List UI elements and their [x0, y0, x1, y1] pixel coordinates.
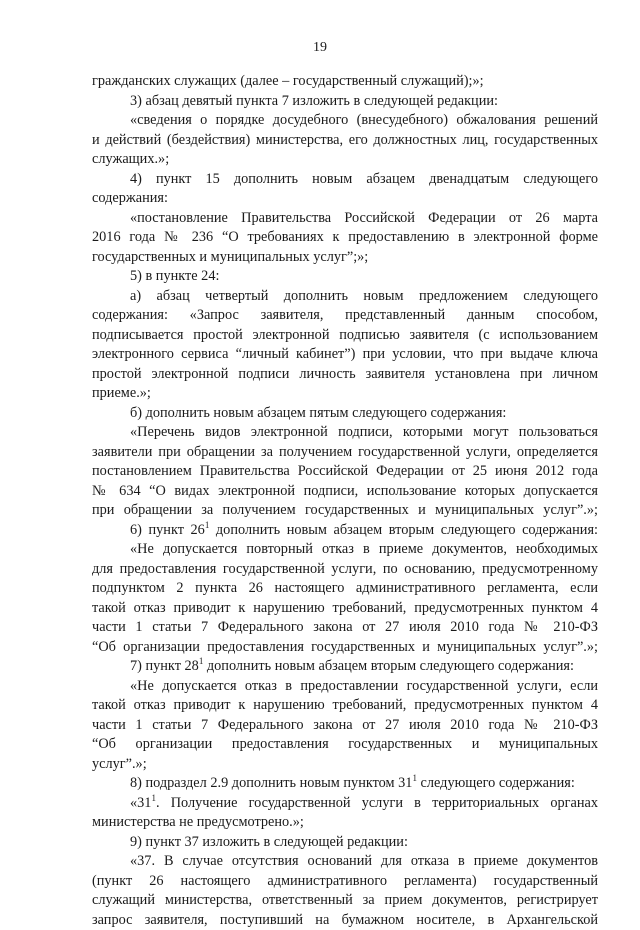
text-line	[92, 72, 598, 92]
text-segment: 4) пункт 15 дополнить новым абзацем двенадцатым следующего	[130, 171, 598, 187]
text-line	[92, 755, 598, 775]
text-line	[92, 521, 598, 541]
text-segment: 5) в пункте 24:	[130, 268, 219, 284]
text-segment: (пункт 26 настоящего административного регламента) государственный	[92, 873, 598, 889]
text-segment: такой отказ приводит к нарушению требований, предусмотренных пунктом 4	[92, 697, 598, 713]
text-line	[92, 657, 598, 677]
text-line	[92, 911, 598, 930]
text-line	[92, 872, 598, 892]
text-line	[92, 170, 598, 190]
text-segment: электронного сервиса “личный кабинет”) при условии, что при выдаче ключа	[92, 346, 598, 362]
text-segment: “Об организации предоставления государственных и муниципальных услуг”.»;	[92, 639, 598, 655]
text-line	[92, 677, 598, 697]
text-segment: «постановление Правительства Российской Федерации от 26 марта	[130, 210, 598, 226]
text-segment: заявители при обращении за получением государственной услуги, определяется	[92, 444, 598, 460]
text-segment: постановлением Правительства Российской Федерации от 25 июня 2012 года	[92, 463, 598, 479]
text-line	[92, 228, 598, 248]
text-line	[92, 696, 598, 716]
text-segment: министерства не предусмотрено.»;	[92, 814, 304, 830]
text-line	[92, 501, 598, 521]
text-segment: и действий (бездействия) министерства, его должностных лиц, государственных	[92, 132, 598, 148]
text-segment: простой электронной подписи личность заявителя установлена при личном	[92, 366, 598, 382]
document-body	[92, 72, 598, 930]
superscript: 1	[151, 793, 156, 803]
text-segment: «Не допускается повторный отказ в приеме документов, необходимых	[130, 541, 598, 557]
text-line	[92, 443, 598, 463]
text-segment: а) абзац четвертый дополнить новым предложением следующего	[130, 288, 598, 304]
text-segment: услуг”.»;	[92, 756, 147, 772]
superscript: 1	[199, 656, 204, 666]
text-segment: № 634 “О видах электронной подписи, использование которых допускается	[92, 483, 598, 499]
text-segment: содержания:	[92, 190, 168, 206]
text-segment: “Об организации предоставления государственных и муниципальных	[92, 736, 598, 752]
text-line	[92, 540, 598, 560]
text-line	[92, 599, 598, 619]
text-line	[92, 209, 598, 229]
text-segment: такой отказ приводит к нарушению требований, предусмотренных пунктом 4	[92, 600, 598, 616]
text-line	[92, 111, 598, 131]
text-segment: подписывается простой электронной подписью заявителя (с использованием	[92, 327, 598, 343]
text-line	[92, 735, 598, 755]
text-line	[92, 404, 598, 424]
text-line	[92, 638, 598, 658]
text-segment: дополнить новым абзацем вторым следующего содержания:	[203, 658, 574, 674]
text-line	[92, 384, 598, 404]
text-segment: «37. В случае отсутствия оснований для отказа в приеме документов	[130, 853, 598, 869]
text-segment: служащий министерства, ответственный за прием документов, регистрирует	[92, 892, 598, 908]
text-segment: . Получение государственной услуги в территориальных органах	[156, 795, 598, 811]
text-segment: б) дополнить новым абзацем пятым следующего содержания:	[130, 405, 506, 421]
text-segment: части 1 статьи 7 Федерального закона от 27 июля 2010 года № 210-ФЗ	[92, 619, 598, 635]
text-segment: содержания: «Запрос заявителя, представленный данным способом,	[92, 307, 598, 323]
text-segment: «Не допускается отказ в предоставлении государственной услуги, если	[130, 678, 598, 694]
text-line	[92, 326, 598, 346]
text-line	[92, 852, 598, 872]
text-segment: государственных и муниципальных услуг”;»;	[92, 249, 368, 265]
text-line	[92, 482, 598, 502]
text-segment: служащих.»;	[92, 151, 169, 167]
text-segment: запрос заявителя, поступивший на бумажном носителе, в Архангельской	[92, 912, 598, 928]
text-line	[92, 345, 598, 365]
text-line	[92, 423, 598, 443]
text-segment: 3) абзац девятый пункта 7 изложить в следующей редакции:	[130, 93, 498, 109]
text-line	[92, 92, 598, 112]
text-line	[92, 774, 598, 794]
text-line	[92, 813, 598, 833]
text-segment: следующего содержания:	[417, 775, 575, 791]
text-segment: дополнить новым абзацем вторым следующего содержания:	[209, 522, 598, 538]
text-segment: 8) подраздел 2.9 дополнить новым пунктом 31	[130, 775, 412, 791]
text-line	[92, 462, 598, 482]
text-line	[92, 794, 598, 814]
text-segment: 2016 года № 236 “О требованиях к предоставлению в электронной форме	[92, 229, 598, 245]
text-segment: 9) пункт 37 изложить в следующей редакции:	[130, 834, 408, 850]
text-segment: для предоставления государственной услуги, по основанию, предусмотренному	[92, 561, 598, 577]
text-line	[92, 618, 598, 638]
text-segment: 6) пункт 26	[130, 522, 205, 538]
text-segment: приеме.»;	[92, 385, 151, 401]
text-segment: «31	[130, 795, 151, 811]
superscript: 1	[205, 520, 210, 530]
text-line	[92, 287, 598, 307]
text-line	[92, 833, 598, 853]
text-segment: «Перечень видов электронной подписи, которыми могут пользоваться	[130, 424, 598, 440]
text-segment: при обращении за получением государственных и муниципальных услуг”.»;	[92, 502, 598, 518]
text-line	[92, 716, 598, 736]
superscript: 1	[412, 773, 417, 783]
text-segment: части 1 статьи 7 Федерального закона от 27 июля 2010 года № 210-ФЗ	[92, 717, 598, 733]
text-segment: 7) пункт 28	[130, 658, 199, 674]
text-line	[92, 365, 598, 385]
text-line	[92, 579, 598, 599]
text-line	[92, 306, 598, 326]
text-line	[92, 189, 598, 209]
text-line	[92, 267, 598, 287]
page-number: 19	[0, 40, 640, 56]
text-segment: гражданских служащих (далее – государственный служащий);»;	[92, 73, 484, 89]
text-segment: «сведения о порядке досудебного (внесудебного) обжалования решений	[130, 112, 598, 128]
text-line	[92, 891, 598, 911]
text-segment: подпунктом 2 пункта 26 настоящего административного регламента, если	[92, 580, 598, 596]
text-line	[92, 131, 598, 151]
text-line	[92, 150, 598, 170]
text-line	[92, 560, 598, 580]
text-line	[92, 248, 598, 268]
